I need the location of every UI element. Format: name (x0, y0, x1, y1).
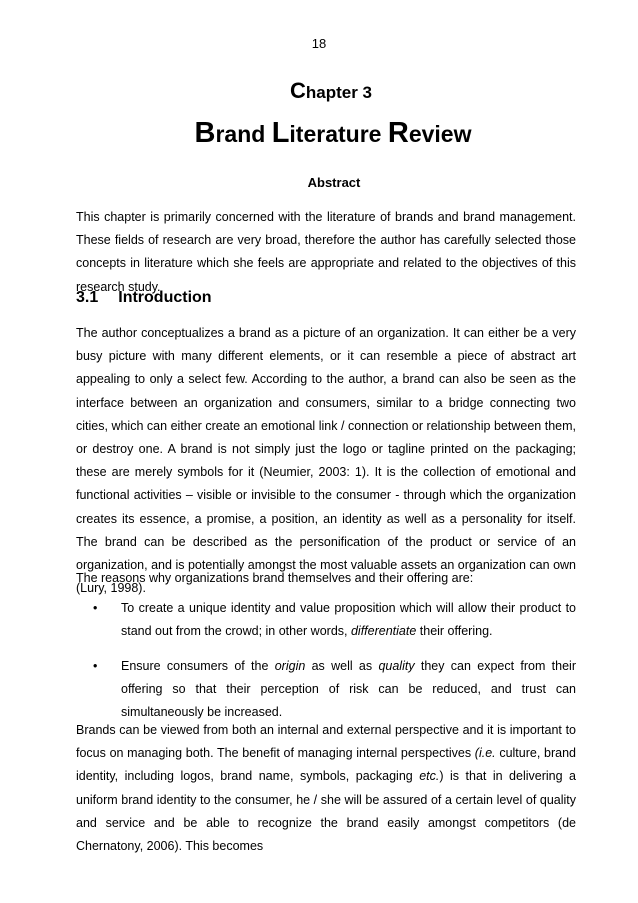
bullet-icon: • (93, 601, 98, 615)
text-segment: culture, brand identity, including logos, brand name, symbols, packaging (76, 746, 576, 784)
chapter-title-word: eview (408, 121, 472, 147)
chapter-label-rest: hapter 3 (305, 83, 373, 102)
chapter-title-word: rand (215, 121, 272, 147)
text-segment-italic: (i.e. (474, 746, 496, 761)
chapter-title (0, 117, 638, 150)
chapter-label (0, 78, 638, 104)
list-item-text (121, 597, 576, 643)
abstract-paragraph: This chapter is primarily concerned with the literature of brands and brand management. These fields of research are very broad, therefore the author has carefully selected those concepts in literature which she feels are appropriate and related to the objectives of this research study. (76, 210, 576, 294)
text-segment-italic: quality (378, 659, 415, 673)
text-segment-italic: differentiate (350, 624, 417, 639)
section-title: Introduction (118, 289, 212, 306)
chapter-title-initial: B (194, 117, 216, 149)
text-segment-italic: etc. (419, 769, 440, 784)
text-segment: as well as (305, 659, 379, 673)
closing-paragraph (76, 719, 576, 858)
intro-paragraph: The author conceptualizes a brand as a picture of an organization. It can either be a very busy picture with many different elements, or it can resemble a piece of abstract art appealing to only a select few. According to the author, a brand can also be seen as the interface between an organization and consumers, similar to a bridge connecting two cities, which can either create an emotional link / connection or relationship between them, or destroy one. A brand is not simply just the logo or tagline printed on the packaging; these are merely symbols for it (Neumier, 2003: 1). It is the collection of emotional and functional activities – visible or invisible to the consumer - through which the organization creates its essence, a promise, a position, an identity as well as a personality for itself. The brand can be described as the personification of the product or service of an organization, and is potentially amongst the most valuable assets an organization can own (Lury, 1998). (76, 326, 576, 596)
bullet-icon: • (93, 659, 98, 673)
list-item-text (121, 655, 576, 725)
section-number: 3.1 (76, 289, 99, 306)
chapter-title-initial: R (387, 117, 409, 149)
text-segment: ) is that in delivering a uniform brand identity to the consumer, he / she will be assured of a certain level of quality and service and be able to recognize the brand easily amongst competitors (de Chernatony, 2006). This becomes (76, 769, 576, 854)
section-heading (76, 289, 212, 307)
chapter-title-word: iterature (289, 121, 388, 147)
reasons-intro: The reasons why organizations brand themselves and their offering are: (76, 571, 474, 585)
page-number: 18 (311, 36, 327, 51)
chapter-title-initial: L (271, 117, 290, 149)
text-segment: To create a unique identity and value proposition which will allow their product to stand out from the crowd; in other words, (121, 601, 576, 639)
text-segment: Ensure consumers of the (121, 659, 275, 673)
text-segment-italic: origin (274, 659, 306, 673)
chapter-label-initial: C (289, 78, 306, 103)
text-segment: their offering. (416, 624, 493, 639)
text-segment: Brands can be viewed from both an internal and external perspective and it is important to focus on managing both. The benefit of managing internal perspectives (76, 723, 576, 761)
abstract-heading: Abstract (307, 175, 361, 190)
text-segment: they can expect from their offering so that their perception of risk can be reduced, and trust can simultaneously be increased. (121, 659, 576, 720)
